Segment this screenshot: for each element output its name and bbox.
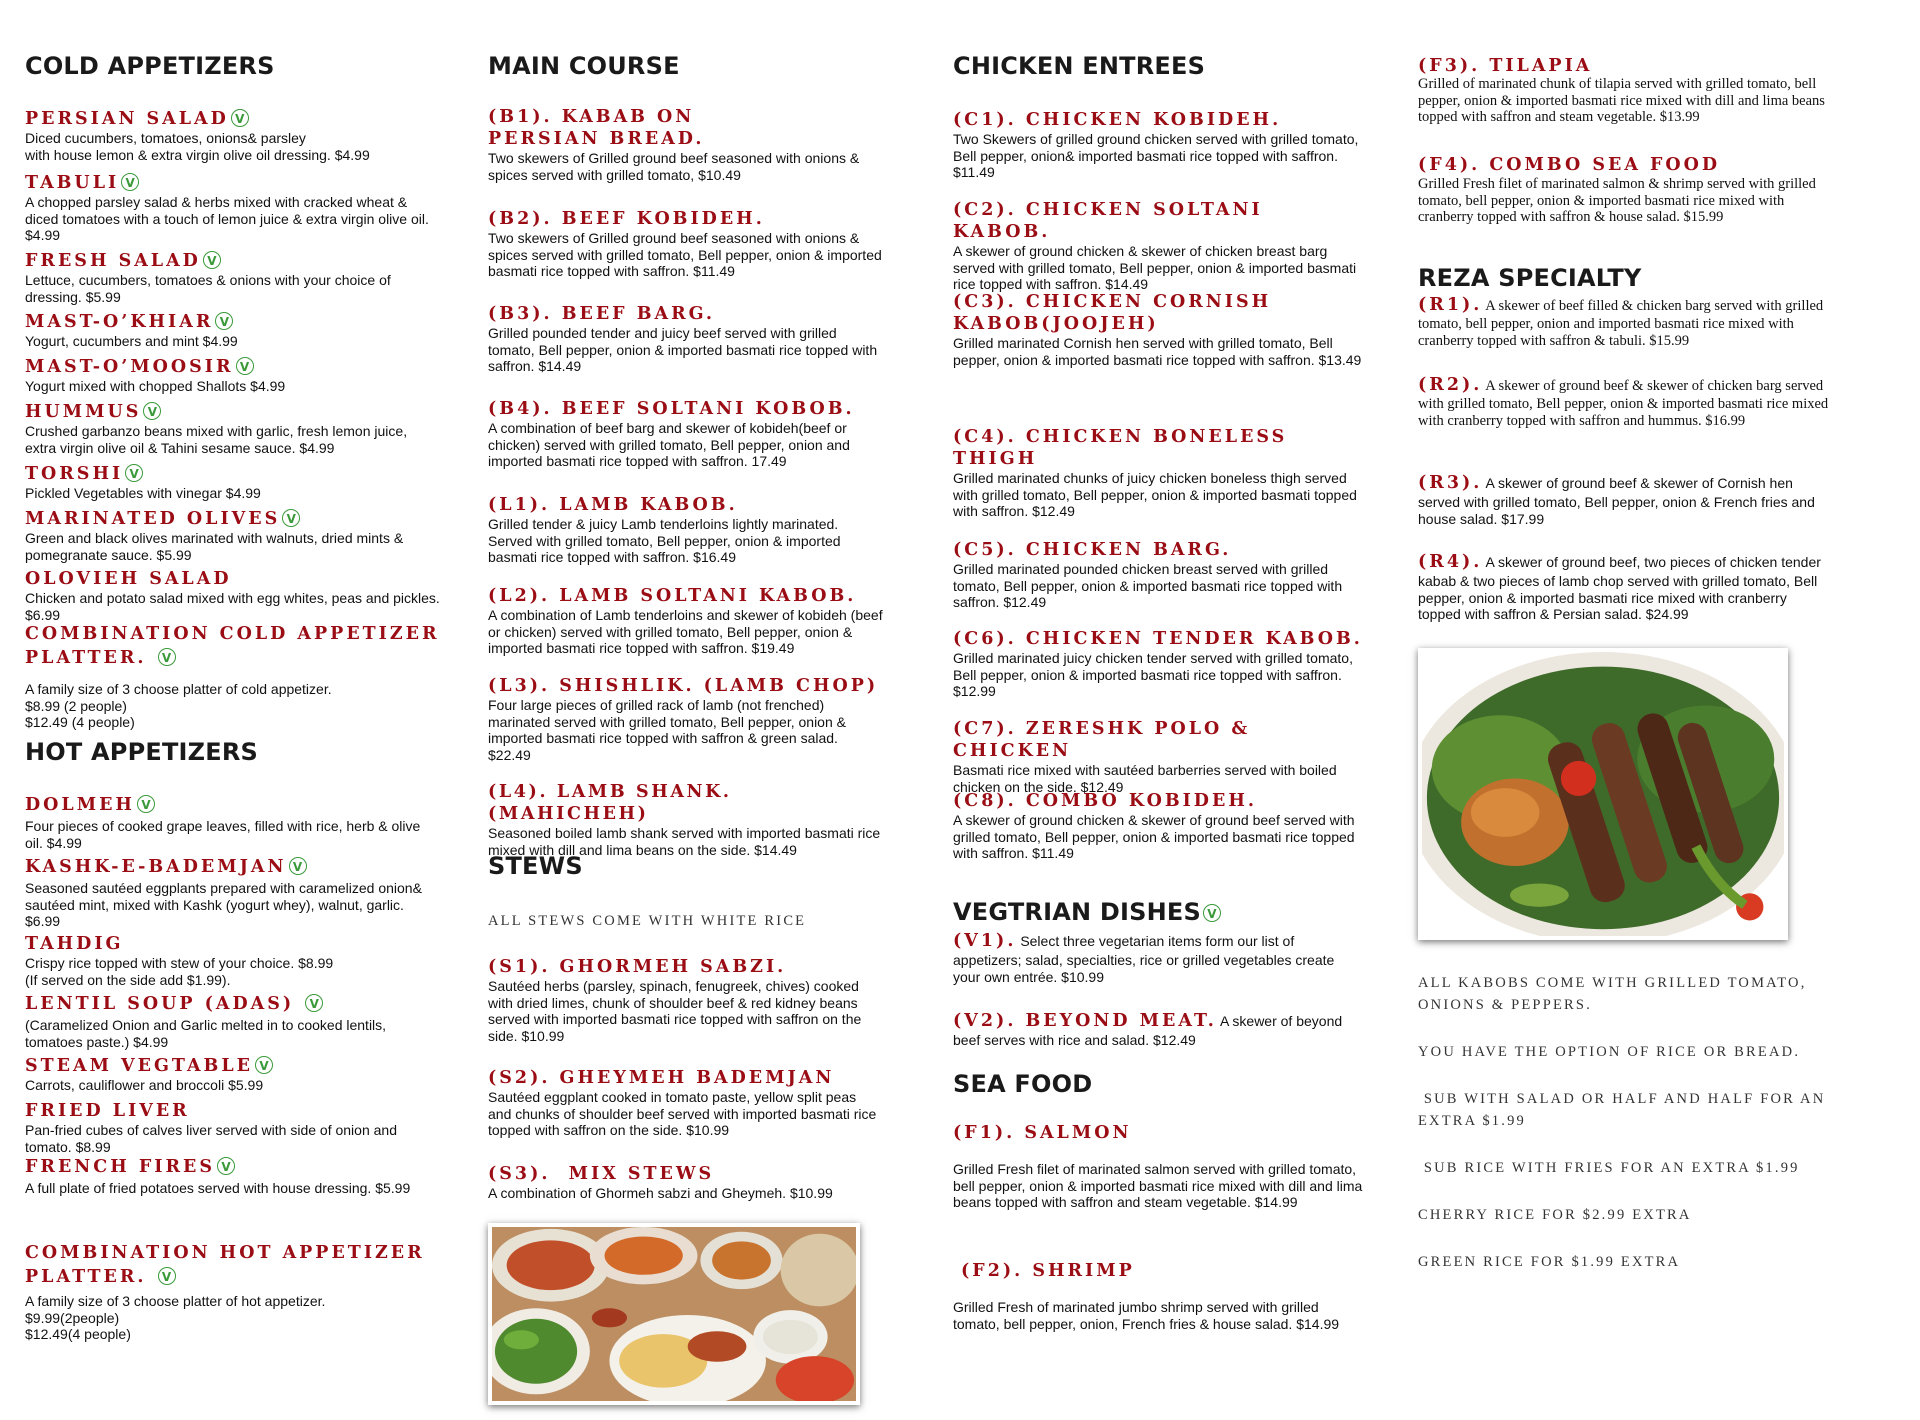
item-description: Crispy rice topped with stew of your choice. $8.99 (If served on the side add $1.99). bbox=[25, 955, 334, 988]
item-name: (L4). LAMB SHANK. (MAHICHEH) bbox=[488, 782, 732, 824]
item-description: (Caramelized Onion and Garlic melted in to cooked lentils, tomatoes paste.) $4.99 bbox=[25, 1017, 387, 1050]
menu-item bbox=[953, 539, 1363, 611]
item-description: Grilled marinated chunks of juicy chicken boneless thigh served with grilled tomato, Bell pepper, onion & imported basmati topped with saffron. $12.49 bbox=[953, 470, 1357, 519]
menu-item bbox=[25, 1055, 440, 1094]
vegetarian-icon: V bbox=[282, 509, 300, 527]
vegetarian-icon: V bbox=[217, 1157, 235, 1175]
section-title-stews: STEWS bbox=[488, 852, 583, 880]
vegetarian-icon: V bbox=[255, 1056, 273, 1074]
vegetarian-icon: V bbox=[158, 1267, 176, 1285]
menu-item bbox=[25, 172, 440, 244]
item-description: A skewer of ground beef & skewer of Cornish hen served with grilled tomato, Bell pepper, onion & French fries and house salad. $17.99 bbox=[1418, 475, 1815, 527]
item-name: (F4). COMBO SEA FOOD bbox=[1418, 155, 1721, 175]
item-name: (V2). BEYOND MEAT. bbox=[953, 1011, 1217, 1031]
item-description: Grilled marinated pounded chicken breast served with grilled tomato, Bell pepper, onion & imported basmati rice topped with saffron. $12.49 bbox=[953, 561, 1343, 610]
menu-item bbox=[25, 856, 440, 930]
item-description: Grilled marinated Cornish hen served with grilled tomato, Bell pepper, onion & imported basmati rice topped with saffron. $13.49 bbox=[953, 335, 1362, 368]
item-name: TABULI bbox=[25, 173, 120, 193]
item-description: A skewer of ground beef, two pieces of chicken tender kabab & two pieces of lamb chop served with grilled tomato, Bell pepper, onion & imported basmati rice mixed with cranberry topped with saffron & Persian salad. $24.99 bbox=[1418, 554, 1821, 622]
menu-item bbox=[488, 1067, 883, 1139]
note-sub-salad: SUB WITH SALAD OR HALF AND HALF FOR AN EXTRA $1.99 bbox=[1418, 1091, 1832, 1129]
menu-item bbox=[25, 1241, 440, 1343]
menu-item bbox=[25, 622, 440, 731]
item-description: Grilled Fresh filet of marinated salmon served with grilled tomato, bell pepper, onion & imported basmati rice mixed with dill and lima beans topped with saffron and steam vegetable. $14.99 bbox=[953, 1161, 1363, 1210]
menu-item bbox=[25, 1100, 440, 1155]
vegetarian-icon: V bbox=[203, 251, 221, 269]
vegetarian-icon: V bbox=[121, 173, 139, 191]
section-title-main-course: MAIN COURSE bbox=[488, 52, 680, 80]
item-description: A family size of 3 choose platter of hot appetizer. $9.99(2people) $12.49(4 people) bbox=[25, 1293, 326, 1342]
menu-item bbox=[25, 794, 440, 851]
menu-item bbox=[1418, 294, 1833, 349]
menu-item bbox=[953, 718, 1363, 795]
item-name: (R4). bbox=[1418, 552, 1483, 572]
item-name: (B2). BEEF KOBIDEH. bbox=[488, 209, 765, 229]
item-name: (S2). GHEYMEH BADEMJAN bbox=[488, 1068, 835, 1088]
item-description: Sautéed eggplant cooked in tomato paste, yellow split peas and chunks of shoulder beef served with imported basmati rice topped with saffron on the side. $10.99 bbox=[488, 1089, 877, 1138]
item-description: Four pieces of cooked grape leaves, filled with rice, herb & olive oil. $4.99 bbox=[25, 818, 421, 851]
item-description: Seasoned boiled lamb shank served with imported basmati rice mixed with dill and lima beans on the side. $14.49 bbox=[488, 825, 881, 858]
item-name: (C2). CHICKEN SOLTANI KABOB. bbox=[953, 200, 1263, 242]
vegetarian-icon: V bbox=[143, 402, 161, 420]
item-description: Two Skewers of grilled ground chicken served with grilled tomato, Bell pepper, onion& imported basmati rice topped with saffron. $11.49 bbox=[953, 131, 1359, 180]
item-description: Chicken and potato salad mixed with egg whites, peas and pickles. $6.99 bbox=[25, 590, 440, 623]
item-description: A skewer of ground beef & skewer of chicken barg served with grilled tomato, Bell pepper, onion & imported basmati rice mixed with cranberry topped with saffron and hummus. $16.99 bbox=[1418, 378, 1829, 429]
item-description: A combination of Ghormeh sabzi and Gheymeh. $10.99 bbox=[488, 1185, 833, 1201]
menu-item bbox=[953, 109, 1363, 181]
item-name: MAST-O’MOOSIR bbox=[25, 357, 234, 377]
section-title-text: VEGTRIAN DISHES bbox=[953, 898, 1201, 926]
section-title-hot-appetizers: HOT APPETIZERS bbox=[25, 738, 259, 766]
section-title-sea-food: SEA FOOD bbox=[953, 1070, 1093, 1098]
item-description: A skewer of ground chicken & skewer of chicken breast barg served with grilled tomato, Bell pepper, onion & imported basmati rice topped with saffron. $14.49 bbox=[953, 243, 1357, 292]
item-name: FRESH SALAD bbox=[25, 251, 201, 271]
item-name: (C4). CHICKEN BONELESS THIGH bbox=[953, 427, 1288, 469]
item-name: MAST-O’KHIAR bbox=[25, 312, 214, 332]
menu-item bbox=[25, 933, 440, 988]
vegetarian-icon: V bbox=[1203, 904, 1221, 922]
item-name: (C5). CHICKEN BARG. bbox=[953, 540, 1232, 560]
menu-item bbox=[953, 1260, 1363, 1332]
item-name: (F2). SHRIMP bbox=[961, 1261, 1135, 1281]
menu-item bbox=[25, 108, 440, 163]
menu-item bbox=[953, 426, 1363, 520]
menu-item bbox=[1418, 472, 1833, 527]
item-description: A combination of beef barg and skewer of kobideh(beef or chicken) served with grilled tomato, Bell pepper, onion and imported basmati rice topped with saffron. 17.49 bbox=[488, 420, 850, 469]
menu-item bbox=[25, 993, 440, 1050]
item-name: COMBINATION COLD APPETIZER PLATTER. bbox=[25, 624, 440, 668]
menu-item bbox=[488, 303, 883, 375]
kabob-platter-image bbox=[1422, 652, 1784, 936]
item-name: FRIED LIVER bbox=[25, 1101, 190, 1121]
note-kabobs: ALL KABOBS COME WITH GRILLED TOMATO, ONIONS & PEPPERS. bbox=[1418, 975, 1807, 1013]
item-description: A chopped parsley salad & herbs mixed with cracked wheat & diced tomatoes with a touch of lemon juice & extra virgin olive oil. $4.99 bbox=[25, 194, 429, 243]
menu-item bbox=[488, 398, 883, 470]
item-description: A skewer of beyond beef serves with rice and salad. $12.49 bbox=[953, 1013, 1343, 1048]
menu-item bbox=[953, 628, 1363, 700]
item-description: Pickled Vegetables with vinegar $4.99 bbox=[25, 485, 261, 501]
menu-item bbox=[953, 1010, 1363, 1049]
menu-item bbox=[25, 401, 440, 456]
section-title-reza-specialty: REZA SPECIALTY bbox=[1418, 264, 1642, 292]
section-title-cold-appetizers: COLD APPETIZERS bbox=[25, 52, 275, 80]
item-description: Grilled Fresh of marinated jumbo shrimp served with grilled tomato, bell pepper, onion, French fries & house salad. $14.99 bbox=[953, 1299, 1340, 1332]
note-cherry-rice: CHERRY RICE FOR $2.99 EXTRA bbox=[1418, 1207, 1692, 1223]
item-description: Carrots, cauliflower and broccoli $5.99 bbox=[25, 1077, 264, 1093]
menu-item bbox=[25, 568, 440, 623]
item-description: Basmati rice mixed with sautéed barberries served with boiled chicken on the side. $12.49 bbox=[953, 762, 1337, 795]
item-description: Grilled tender & juicy Lamb tenderloins lightly marinated. Served with grilled tomato, Bell pepper, onion & imported basmati rice topped with saffron. $16.49 bbox=[488, 516, 841, 565]
item-name: FRENCH FIRES bbox=[25, 1157, 215, 1177]
item-description: Sautéed herbs (parsley, spinach, fenugreek, chives) cooked with dried limes, chunk of shoulder beef & red kidney beans served with imported basmati rice topped with saffron on the side. $10.99 bbox=[488, 978, 862, 1044]
item-name: (R3). bbox=[1418, 473, 1483, 493]
item-name: (C6). CHICKEN TENDER KABOB. bbox=[953, 629, 1363, 649]
item-name: KASHK-E-BADEMJAN bbox=[25, 857, 287, 877]
menu-item bbox=[25, 463, 440, 502]
menu-item bbox=[953, 930, 1363, 985]
menu-item bbox=[25, 356, 440, 395]
menu-item bbox=[488, 781, 883, 858]
item-name: (R2). bbox=[1418, 375, 1483, 395]
item-name: (L3). SHISHLIK. (LAMB CHOP) bbox=[488, 676, 879, 696]
kabob-platter-photo bbox=[1418, 648, 1788, 940]
note-sub-fries: SUB RICE WITH FRIES FOR AN EXTRA $1.99 bbox=[1418, 1160, 1800, 1176]
food-spread-image bbox=[492, 1227, 856, 1401]
vegetarian-icon: V bbox=[236, 357, 254, 375]
item-description: Four large pieces of grilled rack of lamb (not frenched) marinated served with grilled tomato, Bell pepper, onion & imported basmati rice topped with saffron & green salad. $22.49 bbox=[488, 697, 846, 763]
item-description: Grilled Fresh filet of marinated salmon & shrimp served with grilled tomato, bell pepper, onion & imported basmati rice mixed with cranberry topped with saffron & house salad. $15.99 bbox=[1418, 176, 1816, 225]
vegetarian-icon: V bbox=[289, 857, 307, 875]
item-name: (C7). ZERESHK POLO & CHICKEN bbox=[953, 719, 1251, 761]
item-description: Seasoned sautéed eggplants prepared with caramelized onion& sautéed mint, mixed with Kashk (yogurt whey), walnut, garlic. $6.99 bbox=[25, 880, 422, 929]
note-rice-or-bread: YOU HAVE THE OPTION OF RICE OR BREAD. bbox=[1418, 1044, 1801, 1060]
stews-note: ALL STEWS COME WITH WHITE RICE bbox=[488, 913, 807, 929]
menu-item bbox=[488, 208, 883, 280]
item-description: Green and black olives marinated with walnuts, dried mints & pomegranate sauce. $5.99 bbox=[25, 530, 404, 563]
vegetarian-icon: V bbox=[231, 109, 249, 127]
menu-item bbox=[25, 508, 440, 563]
item-description: Pan-fried cubes of calves liver served with side of onion and tomato. $8.99 bbox=[25, 1122, 397, 1155]
menu-item bbox=[953, 790, 1363, 862]
item-name: (C1). CHICKEN KOBIDEH. bbox=[953, 110, 1282, 130]
menu-item bbox=[488, 956, 883, 1044]
item-name: (F3). TILAPIA bbox=[1418, 56, 1593, 76]
item-description: Diced cucumbers, tomatoes, onions& parsley with house lemon & extra virgin olive oil dressing. $4.99 bbox=[25, 130, 370, 163]
item-name: (F1). SALMON bbox=[953, 1123, 1132, 1143]
item-description: A combination of Lamb tenderloins and skewer of kobideh (beef or chicken) served with grilled tomato, Bell pepper, onion & imported basmati rice topped with saffron. $19.49 bbox=[488, 607, 883, 656]
item-description: Yogurt, cucumbers and mint $4.99 bbox=[25, 333, 238, 349]
item-name: COMBINATION HOT APPETIZER PLATTER. bbox=[25, 1243, 425, 1287]
food-spread-photo bbox=[488, 1223, 860, 1405]
item-name: TAHDIG bbox=[25, 934, 124, 954]
item-description: Grilled of marinated chunk of tilapia served with grilled tomato, bell pepper, onion & imported basmati rice mixed with dill and lima beans topped with saffron and steam vegetable. $13.99 bbox=[1418, 76, 1825, 125]
item-description: A family size of 3 choose platter of cold appetizer. $8.99 (2 people) $12.49 (4 people) bbox=[25, 681, 332, 730]
item-name: (C8). COMBO KOBIDEH. bbox=[953, 791, 1257, 811]
item-description: Select three vegetarian items form our list of appetizers; salad, specialties, rice or grilled vegetables create your own entrée. $10.99 bbox=[953, 933, 1335, 985]
item-description: Two skewers of Grilled ground beef seasoned with onions & spices served with grilled tomato, $10.49 bbox=[488, 150, 860, 183]
item-name: DOLMEH bbox=[25, 795, 135, 815]
item-name: TORSHI bbox=[25, 464, 124, 484]
item-description: Grilled marinated juicy chicken tender served with grilled tomato, Bell pepper, onion & imported basmati rice topped with saffron. $12.99 bbox=[953, 650, 1353, 699]
menu-item bbox=[25, 250, 440, 305]
item-name: (L1). LAMB KABOB. bbox=[488, 495, 738, 515]
menu-item bbox=[953, 291, 1363, 368]
menu-item bbox=[953, 199, 1363, 293]
item-name: (V1). bbox=[953, 931, 1017, 951]
item-name: (L2). LAMB SOLTANI KABOB. bbox=[488, 586, 857, 606]
item-description: Grilled pounded tender and juicy beef served with grilled tomato, Bell pepper, onion & imported basmati rice topped with saffron. $14.49 bbox=[488, 325, 878, 374]
item-name: MARINATED OLIVES bbox=[25, 509, 281, 529]
item-name: LENTIL SOUP (ADAS) bbox=[25, 994, 295, 1014]
menu-item bbox=[1418, 374, 1833, 429]
item-name: (B4). BEEF SOLTANI KOBOB. bbox=[488, 399, 855, 419]
menu-item bbox=[953, 1122, 1363, 1211]
menu-item bbox=[488, 494, 883, 566]
menu-item bbox=[488, 1163, 883, 1202]
item-name: (B3). BEEF BARG. bbox=[488, 304, 716, 324]
vegetarian-icon: V bbox=[137, 795, 155, 813]
item-description: A skewer of beef filled & chicken barg served with grilled tomato, bell pepper, onion and imported basmati rice mixed with cranberry topped with saffron & tabuli. $15.99 bbox=[1418, 298, 1824, 349]
item-name: OLOVIEH SALAD bbox=[25, 569, 232, 589]
item-name: (S1). GHORMEH SABZI. bbox=[488, 957, 787, 977]
menu-item bbox=[1418, 551, 1833, 623]
item-description: A full plate of fried potatoes served with house dressing. $5.99 bbox=[25, 1180, 411, 1196]
menu-item bbox=[25, 1156, 440, 1197]
item-name: (S3). MIX STEWS bbox=[488, 1164, 715, 1184]
menu-item bbox=[1418, 56, 1833, 126]
item-name: HUMMUS bbox=[25, 402, 142, 422]
item-description: A skewer of ground chicken & skewer of ground beef served with grilled tomato, Bell pepper, onion & imported basmati rice topped with saffron. $11.49 bbox=[953, 812, 1355, 861]
menu-item bbox=[488, 585, 883, 657]
vegetarian-icon: V bbox=[305, 994, 323, 1012]
item-name: STEAM VEGTABLE bbox=[25, 1056, 253, 1076]
item-name: (R1). bbox=[1418, 295, 1483, 315]
section-title-vegetarian-dishes bbox=[953, 898, 1221, 926]
item-name: (C3). CHICKEN CORNISH KABOB(JOOJEH) bbox=[953, 292, 1272, 334]
item-description: Crushed garbanzo beans mixed with garlic, fresh lemon juice, extra virgin olive oil & Tahini sesame sauce. $4.99 bbox=[25, 423, 408, 456]
menu-item bbox=[488, 675, 883, 763]
menu-item bbox=[488, 106, 883, 183]
item-name: (B1). KABAB ON PERSIAN BREAD. bbox=[488, 107, 705, 149]
section-title-chicken-entrees: CHICKEN ENTREES bbox=[953, 52, 1206, 80]
item-description: Two skewers of Grilled ground beef seasoned with onions & spices served with grilled tomato, Bell pepper, onion & imported basmati rice topped with saffron. $11.49 bbox=[488, 230, 882, 279]
item-name: PERSIAN SALAD bbox=[25, 109, 229, 129]
vegetarian-icon: V bbox=[215, 312, 233, 330]
item-description: Lettuce, cucumbers, tomatoes & onions with your choice of dressing. $5.99 bbox=[25, 272, 391, 305]
vegetarian-icon: V bbox=[158, 648, 176, 666]
menu-item bbox=[1418, 154, 1833, 226]
note-green-rice: GREEN RICE FOR $1.99 EXTRA bbox=[1418, 1254, 1681, 1270]
menu-item bbox=[25, 311, 440, 350]
vegetarian-icon: V bbox=[125, 464, 143, 482]
item-description: Yogurt mixed with chopped Shallots $4.99 bbox=[25, 378, 286, 394]
